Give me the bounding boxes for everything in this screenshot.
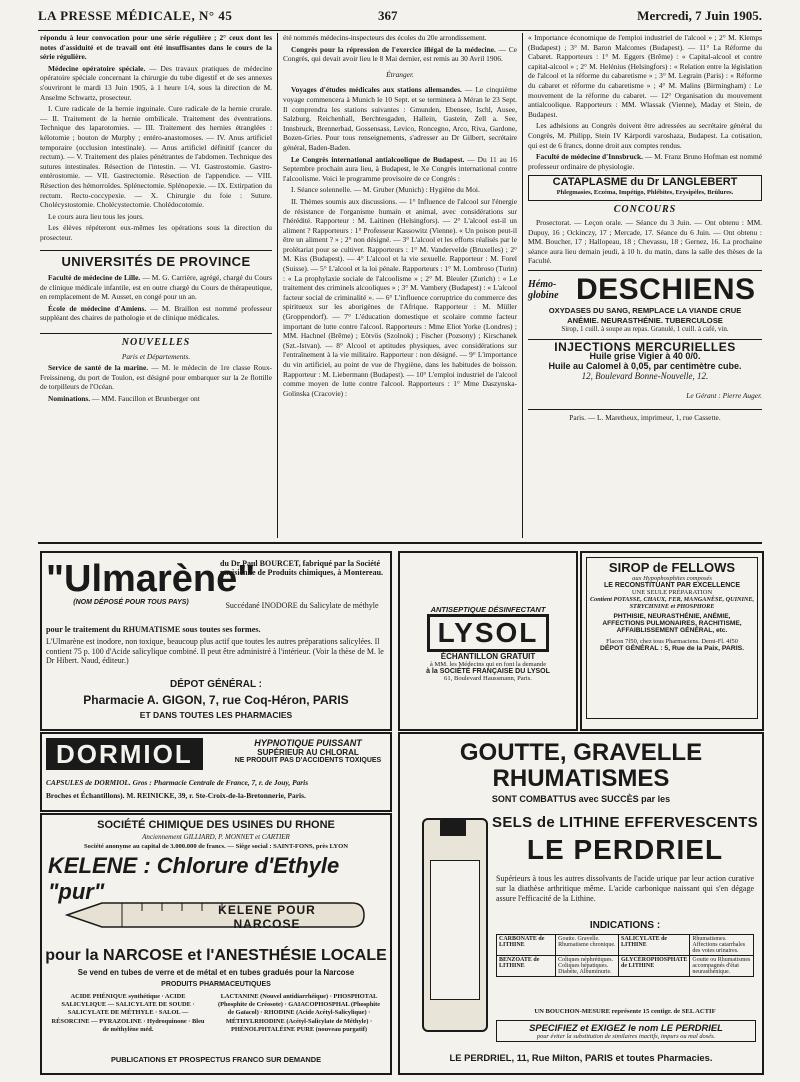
dormiol-brand: DORMIOL: [46, 738, 203, 770]
ads-rule: [38, 542, 762, 544]
imprimeur: Paris. — L. Maretheux, imprimeur, 1, rue Cassette.: [528, 409, 762, 423]
etranger-subtitle: Étranger.: [386, 69, 414, 79]
med-op-title: Médecine opératoire spéciale.: [48, 63, 146, 73]
nominations-text: — MM. Faucillon et Brunberger ont: [91, 394, 200, 403]
deschiens-line2: ANÉMIE. NEURASTHÉNIE. TUBERCULOSE: [567, 315, 723, 325]
ulmarene-nd: (NOM DÉPOSÉ POUR TOUS PAYS): [73, 599, 189, 606]
fellows-title: SIROP de FELLOWS: [608, 560, 736, 575]
med-op-days: Le cours aura lieu tous les jours.: [48, 211, 144, 221]
voyages-text: — Le cinquième voyage commencera à Munich le 10 Sept. et se terminera à Méran le 23 Sept. Il comprendra les stations suivantes : Gmunden, Ebensee, Ischl, Ausee, Salzburg, Reichenhall, Berchtesgaden, Hallein, Gastein, Zell a. See, Innsbruck, Brennerbad, Gossensass, Levico, Roncegno, Arco, Riva, Gardone, Bozen-Gries. Pour tous renseignements, s'adresser au Dr Gilbert, secrétaire général, Baden-Baden.: [283, 85, 517, 152]
amiens-title: École de médecine d'Amiens.: [48, 303, 147, 313]
lille-text: — M. G. Carrière, agrégé, chargé du Cours de clinique médicale infantile, est en outre chargé du Cours de thérapeutique, en remplacement de M. Ausset, en congé pour un an.: [40, 273, 272, 302]
antialcool-title: Le Congrès international antialcoolique de Budapest.: [291, 154, 465, 164]
adhesions-text: Les adhésions au Congrès doivent être adressées au secrétaire général du Congrès, M. Philipp, Stein IV Kárpordi varoshaza, Budapest. La cotisation, qui est de 6 francs, donne droit aux comptes rendus.: [528, 121, 762, 150]
indication-4-text: Goutte ou Rhumatismes accompagnés d'état neurasthénique.: [690, 956, 754, 977]
congres-title: Congrès pour la répression de l'exercice illégal de la médecine.: [291, 44, 496, 54]
antialcool-text: — Du 11 au 16 Septembre prochain aura lieu, à Budapest, le Xe Congrès international contre l'alcoolisme. Voici le programme provisoire de ce Congrès :: [283, 154, 517, 183]
ulmarene-depot: DÉPOT GÉNÉRAL :: [169, 679, 263, 690]
issue-date: Mercredi, 7 Juin 1905.: [637, 8, 762, 23]
kelene-vend: Se vend en tubes de verre et de métal et en tubes gradués pour la Narcose: [77, 968, 355, 977]
cataplasme-sub: Phlegmasies, Eczéma, Impétigo, Phlébites, Erysipèles, Brûlures.: [556, 188, 734, 196]
ulmarene-toutes: ET DANS TOUTES LES PHARMACIES: [139, 710, 293, 720]
paris-subtitle: Paris et Départements.: [121, 351, 191, 361]
indication-1-salt: CARBONATE de LITHINE: [497, 935, 556, 956]
header-rule: [38, 30, 762, 31]
innsbruck-title: Faculté de médecine d'Innsbruck.: [536, 152, 643, 162]
perdriel-goutte: GOUTTE, GRAVELLE: [459, 739, 703, 766]
lille-title: Faculté de médecine de Lille.: [48, 273, 141, 283]
deschiens-brand: DESCHIENS: [576, 273, 756, 307]
fellows-flacon: Flacon 7f50, chez tous Pharmaciens. Demi-Fl. 4f50: [606, 638, 738, 645]
indication-2-salt: SALICYLATE de LITHINE: [619, 935, 690, 956]
perdriel-brand: LE PERDRIEL: [526, 834, 724, 865]
perdriel-bottle-icon: [422, 818, 488, 1032]
col2-intro: été nommés médecins-inspecteurs des écoles du 20e arrondissement.: [283, 33, 487, 42]
themes-discussion: II. Thèmes soumis aux discussions. — 1° Influence de l'alcool sur l'énergie de résistance de l'organisme humain et animal, avec considérations sur l'hérédité. Rapporteur : M. Laitinen (Helsingfors). — 2° L'alcool est-il un aliment ? Rapporteurs : 1° Professeur Kassowitz (Vienne). « Un poison peut-il être un aliment ? » ; 2° non désigné. — 3° L'alcool et les efforts réalisés par le prolétariat pour se cultiver. Rapporteurs : 1° M. Vandervelde (Bruxelles) ; 2° M. Kiss (Budapest). — 4° L'alcool et la vie sexuelle. Rapporteur : M. Forel (Suisse). — 5° L'alcool et la loi pénale. Rapporteurs : 1° M. Lombroso (Turin) : « La prophylaxie sociale de l'alcoolisme » ; 2° M. Bleuler (Zurich) : « Le traitement des criminels alcooliques » ; 3° M. Vambery (Budapest) : « L'alcool facteur social de criminalité ». — 6° L'influence corruptrice du commerce des spiritueux sur les aborigènes de l'Afrique. Rapporteur : M. Müller (Groppendorf). — 7° L'éducation domestique et scolaire comme facteur important de lutte contre l'alcool. Rapporteurs : Mme Eliot Yorke (Londres) ; MM. Hachnel (Brême) ; Eötvös (Szolnok) ; Fischer (Pozsony) ; Kirschanek (Szt.-Istvan). — 8° Alcool et aptitudes physiques, avec considérations sur l'entraînement à la vie militaire. Rapporteur : non désigné. — 9° L'importance du vin artificiel, au point de vue de l'hygiène, dans les habitudes de boisson. Rapporteur : M. Liebermann (Budapest). — 10° L'emploi industriel de l'alcool comme moyen de lutte contre l'alcool. Rapporteurs : 1° Mme Daszynska-Golinska (Cracovie) :: [283, 196, 517, 398]
section-universites: UNIVERSITÉS DE PROVINCE: [61, 254, 251, 270]
seance-solennelle: I. Séance solennelle. — M. Gruber (Munich) : Hygiène du Moi.: [291, 185, 480, 195]
kelene-anciennement: Anciennement GILLIARD, P. MONNET et CARTIER: [142, 833, 290, 841]
column-1: [40, 33, 272, 538]
kelene-publications: PUBLICATIONS ET PROSPECTUS FRANCO SUR DEMANDE: [110, 1055, 322, 1064]
section-nouvelles: NOUVELLES: [121, 337, 191, 349]
kelene-list-right: LACTANINE (Nouvel antidiarrhéique) · PHOSPHOTAL (Phosphite de Créosote) · GAIACOPHOSPHAL (Phosphite de Gaïacol) · RHODINE (Acide Acétyl-Salicylique) · MÉTHYLRHODINE (Acétyl-Salicylate de Méthyle) · PHÉNOLPHTALÉINE PURE (nouveau purgatif): [217, 993, 381, 1033]
kelene-produits: PRODUITS PHARMACEUTIQUES: [161, 981, 271, 988]
amiens-text: — M. Braillon est nommé professeur suppléant des chaires de pathologie et de clinique médicales.: [40, 303, 272, 323]
column-3: [528, 33, 762, 538]
section-concours: CONCOURS: [613, 203, 677, 215]
lysol-brand: LYSOL: [427, 614, 550, 652]
voyages-title: Voyages d'études médicales aux stations allemandes.: [291, 85, 462, 95]
deschiens-line1: OXYDASES DU SANG, REMPLACE LA VIANDE CRUE: [548, 306, 742, 316]
fellows-sub: aux Hypophosphites composés: [632, 575, 712, 582]
injections-ad: [528, 339, 762, 381]
indication-4-salt: GLYCÉROPHOSPHATE de LITHINE: [619, 956, 690, 977]
dormiol-reinicke: Broches et Échantillons). M. REINICKE, 39, r. Ste-Croix-de-la-Bretonnerie, Paris.: [46, 791, 306, 800]
marine-title: Service de santé de la marine.: [48, 363, 149, 373]
injections-title: INJECTIONS MERCURIELLES: [554, 339, 736, 354]
kelene-title: KELENE : Chlorure d'Ethyle "pur": [48, 853, 340, 904]
kelene-societe: SOCIÉTÉ CHIMIQUE DES USINES DU RHONE: [97, 819, 335, 831]
perdriel-superieurs: Supérieurs à tous les autres dissolvants de l'acide urique par leur action curative sur la diathèse arthritique même. L'acide carbonique naissant qui s'en dégage assure l'efficacité de la Lithine.: [496, 874, 754, 903]
fellows-affaiblissement: AFFAIBLISSEMENT GÉNÉRAL, etc.: [616, 627, 728, 634]
perdriel-indications: INDICATIONS :: [589, 920, 661, 931]
concours-text: Prosectorat. — Leçon orale. — Séance du 3 Juin. — Ont obtenu : MM. Dupuy, 16 ; Ockinczy, 17 ; Mercade, 17. Séance du 6 Juin. — Ont obtenu : MM. Boucher, 17 ; Hallopeau, 18 ; Chevassu, 18 ; Gernez, 16. La prochaine séance aura lieu demain jeudi, à 10 h. du matin, dans la salle des thèses de la Faculté.: [528, 218, 762, 266]
column-rule-2: [522, 33, 523, 538]
fellows-reconstituant: LE RECONSTITUANT PAR EXCELLENCE: [604, 582, 740, 589]
cataplasme-title: CATAPLASME du Dr LANGLEBERT: [552, 176, 738, 189]
med-op-list: I. Cure radicale de la hernie inguinale. Cure radicale de la hernie crurale. — II. Traitement de la hernie ombilicale. Traitement des éventrations. Technique des laparotomies. — III. Traitement des hernies étranglées : kélotomie ; bouton de Murphy ; entéro-anastomoses. — IV. Anus artificiel temporaire (occlusion intestinale). — Anus artificiel définitif (cancer du rectum). — V. Traitement des plaies pénétrantes de l'abdomen. Technique des sutures intestinales. Résection de l'intestin. — VI. Gastrostomie. Gastro-entérostomie. — VII. Gastrectomie. Résection de l'appendice. — VIII. Résection des hémorroïdes. Splénectomie. Splénopexie. — IX. Extirpation du rectum. Recto-coccypexie. — X. Chirurgie du foie : Suture. Cholécystostomie. Cholécystectomie. Cholédocotomie.: [40, 104, 272, 210]
kelene-tube-label: KELENE POUR NARCOSE: [218, 903, 316, 931]
column-2: [283, 33, 517, 538]
indication-3-text: Coliques néphrétiques. Coliques hépatiques. Diabète, Albuminurie.: [556, 956, 619, 977]
lysol-address: 61, Boulevard Haussmann, Paris.: [444, 675, 532, 682]
injections-line1: Huile grise Vigier à 40 0/0.: [589, 351, 701, 362]
lysol-medecins: à MM. les Médecins qui en font la demande: [429, 661, 547, 668]
kelene-list-left: ACIDE PHÉNIQUE synthétique · ACIDE SALICYLIQUE — SALICYLATE DE SOUDE · SALICYLATE DE MÉTHYLE · SALOL — RÉSORCINE — PYRAZOLINE · Hydroquinone · Bleu de méthylène méd.: [51, 993, 205, 1033]
marine-text: — M. le médecin de 1re classe Roux-Freissineng, du port de Toulon, est désigné pour embarquer sur la 2e flottille de torpilleurs de l'Océan.: [40, 363, 272, 392]
injections-line3: 12, Boulevard Bonne-Nouvelle, 12.: [581, 370, 709, 381]
col1-intro: répondu à leur convocation pour une série régulière ; 2° ceux dont les notes d'assiduité et de travail ont été insuffisantes dans le cours de la série régulière.: [40, 33, 272, 62]
deschiens-ad: [528, 270, 762, 335]
nominations-title: Nominations.: [48, 394, 91, 403]
kelene-siege: Société anonyme au capital de 3.000.000 de francs. — Siège social : SAINT-FONS, près LYON: [84, 843, 348, 850]
journal-title: LA PRESSE MÉDICALE, N° 45: [38, 8, 233, 23]
ulmarene-inodore: L'Ulmarène est inodore, non toxique, beaucoup plus actif que toutes les autres préparations salicylées. Il contient 75 p. 100 d'Acide salicylique combiné. Il peut être administré à l'intérieur. (Voir la thèse de M. le Dr Hibert. Naud, éditeur.): [46, 637, 384, 666]
dormiol-capsules: CAPSULES de DORMIOL. Gros : Pharmacie Centrale de France, 7, r. de Jouy, Paris: [46, 778, 309, 787]
lysol-ad: [398, 551, 578, 731]
indication-2-text: Rhumatismes. Affections catarrhales des voies urinaires.: [690, 935, 754, 956]
page-number: 367: [378, 8, 398, 23]
fellows-contient: Contient POTASSE, CHAUX, FER, MANGANÈSE, QUININE, STRYCHNINE et PHOSPHORE: [589, 596, 754, 610]
deschiens-globine: globine: [528, 290, 559, 302]
column-rule-1: [277, 33, 278, 538]
deschiens-hemo: Hémo-: [528, 279, 557, 291]
fellows-phthisie: PHTHISIE, NEURASTHÉNIE, ANÉMIE,: [613, 613, 731, 620]
ulmarene-pharmacie: Pharmacie A. GIGON, 7, rue Coq-Héron, PARIS: [83, 693, 349, 707]
perdriel-ad: [398, 732, 764, 1075]
perdriel-indications-table: [496, 934, 754, 977]
injections-line2: Huile au Calomel à 0,05, par centimètre cube.: [548, 361, 742, 372]
perdriel-specifiez: SPECIFIEZ et EXIGEZ le nom LE PERDRIEL: [529, 1022, 723, 1033]
perdriel-eviter: pour éviter la substitution de similaires inactifs, impurs ou mal dosés.: [536, 1033, 716, 1040]
perdriel-rhumatismes: RHUMATISMES: [492, 765, 670, 792]
kelene-narcose: pour la NARCOSE et l'ANESTHÉSIE LOCALE: [45, 947, 387, 964]
gerant: Le Gérant : Pierre Auger.: [686, 391, 762, 401]
lysol-top: ANTISEPTIQUE DÉSINFECTANT: [430, 605, 546, 614]
fellows-depot: DÉPOT GÉNÉRAL : 5, Rue de la Paix, PARIS.: [599, 645, 745, 652]
indication-1-text: Goutte. Gravelle. Rhumatisme chronique.: [556, 935, 619, 956]
dormiol-hypnotique: HYPNOTIQUE PUISSANT: [254, 738, 362, 748]
fellows-seule: UNE SEULE PRÉPARATION: [631, 589, 713, 596]
fellows-ad: [580, 551, 764, 731]
ulmarene-subst: Succédané INODORE du Salicylate de méthyle: [225, 601, 379, 610]
lysol-societe: à la SOCIÉTÉ FRANÇAISE DU LYSOL: [426, 668, 550, 675]
dormiol-ne-produit: NE PRODUIT PAS D'ACCIDENTS TOXIQUES: [234, 757, 382, 764]
ulmarene-pour: pour le traitement du RHUMATISME sous toutes ses formes.: [46, 625, 261, 634]
congres-text: — Ce Congrès, qui devait avoir lieu le 8 Mai dernier, est remis au 30 Avril 1906.: [283, 44, 517, 64]
kelene-ad: [40, 813, 392, 1075]
perdriel-combattus: SONT COMBATTUS avec SUCCÈS par les: [491, 794, 671, 804]
med-op-text: — Des travaux pratiques de médecine opératoire spéciale concernant la chirurgie du tube digestif et de ses annexes s'ouvriront le mardi 13 Juin 1905, à 1 heure 1/4, sous la direction de M. Anselme Schwartz, prosecteur.: [40, 63, 272, 102]
ulmarene-brand: "Ulmarène": [46, 558, 256, 600]
lysol-echantillon: ÉCHANTILLON GRATUIT: [440, 652, 536, 661]
indication-3-salt: BENZOATE de LITHINE: [497, 956, 556, 977]
col3-intro: « Importance économique de l'emploi industriel de l'alcool » ; 2° M. Klemps (Budapest) ; 3° M. Baron Malcomes (Budapest). — 11° La Réforme du Cabaret. Rapporteurs : 1° M. Eggers (Brême) : « Capital-alcool et contre capital-alcool » ; 2° M. Helénius (Helsingfors) : « Relation entre la législation de l'alcool et la réforme du cabaretisme » ; 3° M. Legrain (Paris) : « Réforme du cabaret et réforme du cabaretisme » ; 4° M. Malins (Birmingham) : Le mouvement de la réforme du cabaret. — 12° Organisation du mouvement antialcoolique. Rapporteurs : MM. Wlassak (Vienne), Maday et Stein, de Budapest.: [528, 33, 762, 119]
page-header: [38, 8, 762, 28]
cataplasme-ad: [528, 175, 762, 200]
innsbruck-text: — M. Franz Bruno Hofman est nommé professeur ordinaire de physiologie.: [528, 152, 762, 171]
perdriel-bouchon: UN BOUCHON-MESURE représente 15 centigr. de SEL ACTIF: [534, 1008, 716, 1015]
dormiol-ad: [40, 732, 392, 812]
ulmarene-by: du Dr Paul BOURCET, fabriqué par la Société parisienne de Produits chimiques, à Montereau.: [220, 559, 384, 578]
fellows-affections: AFFECTIONS PULMONAIRES, RACHITISME,: [602, 620, 742, 627]
ulmarene-ad: [40, 551, 392, 731]
perdriel-address: LE PERDRIEL, 11, Rue Milton, PARIS et toutes Pharmacies.: [449, 1052, 713, 1063]
dormiol-superieur: SUPÉRIEUR AU CHLORAL: [257, 748, 359, 757]
perdriel-sels: SELS de LITHINE EFFERVESCENTS: [492, 814, 758, 831]
deschiens-line3: Sirop, 1 cuill. à soupe au repas. Granulé, 1 cuill. à café, vin.: [561, 325, 729, 334]
med-op-end: Les élèves répéteront eux-mêmes les opérations sous la direction du prosecteur.: [40, 223, 272, 242]
